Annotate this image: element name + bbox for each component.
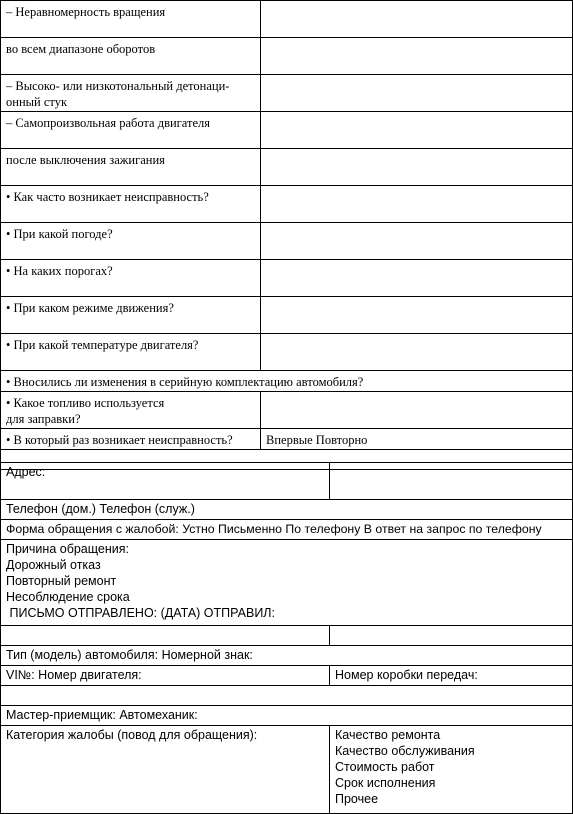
blank-cell[interactable] [1, 626, 330, 646]
vin-engine-label: VI№: Номер двигателя: [1, 666, 330, 686]
table-row [1, 112, 573, 149]
vehicle-type-label: Тип (модель) автомобиля: Номерной знак: [1, 646, 573, 666]
symptom-label: – Неравномерность вращения [1, 1, 261, 38]
symptom-label: – Самопроизвольная работа двигателя [1, 112, 261, 149]
table-row [1, 500, 573, 520]
table-row [1, 686, 573, 706]
question-label-line: • Какое топливо используется [6, 396, 165, 410]
answer-cell[interactable] [261, 392, 573, 429]
question-label: • При какой температуре двигателя? [1, 334, 261, 371]
answer-cell[interactable] [261, 149, 573, 186]
answer-cell[interactable] [261, 297, 573, 334]
complaint-table [0, 462, 573, 814]
table-row [1, 666, 573, 686]
reason-title: Причина обращения: [6, 542, 129, 556]
table-row [1, 75, 573, 112]
table-row [1, 1, 573, 38]
table-row [1, 520, 573, 540]
answer-cell[interactable] [261, 112, 573, 149]
answer-cell[interactable] [261, 260, 573, 297]
answer-cell[interactable] [261, 186, 573, 223]
symptom-label: после выключения зажигания [1, 149, 261, 186]
occurrence-options[interactable]: Впервые Повторно [261, 429, 573, 450]
answer-cell[interactable] [261, 38, 573, 75]
table-row [1, 392, 573, 429]
table-row [1, 334, 573, 371]
answer-cell[interactable] [261, 334, 573, 371]
table-row [1, 540, 573, 626]
question-label: • Вносились ли изменения в серийную комплектацию автомобиля? [1, 371, 573, 392]
table-row [1, 371, 573, 392]
table-row [1, 646, 573, 666]
table-row [1, 186, 573, 223]
question-label: • При каком режиме движения? [1, 297, 261, 334]
reason-option: Дорожный отказ [6, 558, 101, 572]
table-row [1, 429, 573, 450]
reason-block [1, 540, 573, 626]
complaint-form-label: Форма обращения с жалобой: Устно Письменно По телефону В ответ на запрос по телефону [1, 520, 573, 540]
question-label: • При какой погоде? [1, 223, 261, 260]
blank-cell[interactable] [330, 626, 573, 646]
address-label: Адрес: [1, 463, 330, 500]
category-option[interactable]: Качество ремонта [335, 728, 441, 742]
table-row [1, 626, 573, 646]
category-option[interactable]: Стоимость работ [335, 760, 435, 774]
question-label [1, 392, 261, 429]
category-option[interactable]: Прочее [335, 792, 379, 806]
address-field[interactable] [330, 463, 573, 500]
answer-cell[interactable] [261, 1, 573, 38]
symptom-label [1, 75, 261, 112]
table-row [1, 260, 573, 297]
table-row [1, 297, 573, 334]
symptom-label-line: онный стук [6, 95, 68, 109]
answer-cell[interactable] [261, 75, 573, 112]
question-label: • В который раз возникает неисправность? [1, 429, 261, 450]
category-options [330, 726, 573, 814]
gearbox-number-label: Номер коробки передач: [330, 666, 573, 686]
phone-label: Телефон (дом.) Телефон (служ.) [1, 500, 573, 520]
answer-cell[interactable] [261, 223, 573, 260]
table-row [1, 38, 573, 75]
reason-option: Повторный ремонт [6, 574, 117, 588]
reason-option: Несоблюдение срока [6, 590, 130, 604]
table-row [1, 149, 573, 186]
table-row [1, 706, 573, 726]
master-mechanic-label: Мастер-приемщик: Автомеханик: [1, 706, 573, 726]
table-row [1, 463, 573, 500]
category-option[interactable]: Срок исполнения [335, 776, 436, 790]
symptom-label: во всем диапазоне оборотов [1, 38, 261, 75]
table-row [1, 726, 573, 814]
category-option[interactable]: Качество обслуживания [335, 744, 475, 758]
category-label: Категория жалобы (повод для обращения): [1, 726, 330, 814]
question-label: • Как часто возникает неисправность? [1, 186, 261, 223]
question-label-line: для заправки? [6, 412, 81, 426]
spacer-cell [1, 686, 573, 706]
symptom-label-line: – Высоко- или низкотональный детонаци- [6, 79, 230, 93]
letter-sent-label: ПИСЬМО ОТПРАВЛЕНО: (ДАТА) ОТПРАВИЛ: [6, 606, 275, 620]
question-label: • На каких порогах? [1, 260, 261, 297]
table-row [1, 223, 573, 260]
